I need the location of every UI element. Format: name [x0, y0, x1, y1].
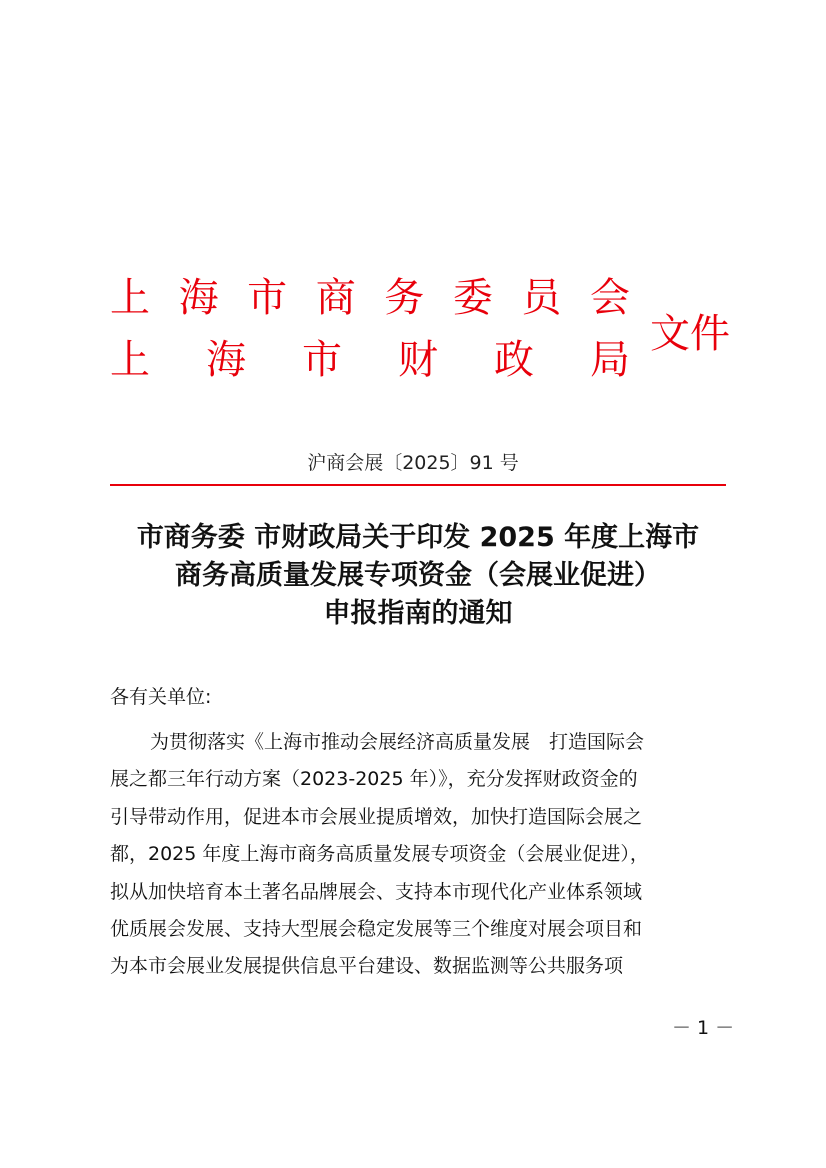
authority-char: 商 [315, 275, 356, 321]
authority-char: 员 [521, 275, 562, 321]
authority-char: 政 [494, 337, 534, 383]
red-divider-line [110, 484, 726, 486]
document-suffix: 文件 [650, 311, 730, 357]
authority-char: 委 [452, 275, 493, 321]
title-line-1: 市商务委 市财政局关于印发 2025 年度上海市 [136, 522, 700, 553]
authority-char: 市 [302, 337, 342, 383]
body-line: 为本市会展业发展提供信息平台建设、数据监测等公共服务项 [110, 955, 624, 978]
authority-char: 上 [110, 337, 150, 383]
title-line-3: 申报指南的通知 [323, 598, 513, 629]
body-line: 拟从加快培育本土著名品牌展会、支持本市现代化产业体系领域 [110, 880, 643, 903]
body-line: 都，2025 年度上海市商务高质量发展专项资金（会展业促进）， [110, 843, 649, 866]
issuer-finance-bureau [110, 336, 630, 384]
authority-char: 局 [590, 337, 630, 383]
authority-char: 会 [589, 275, 630, 321]
authority-char: 市 [247, 275, 288, 321]
document-title [100, 519, 736, 633]
authority-char: 海 [178, 275, 219, 321]
authority-char: 财 [398, 337, 438, 383]
page-number: － 1 － [672, 1017, 735, 1039]
body-line: 引导带动作用，促进本市会展业提质增效，加快打造国际会展之 [110, 805, 643, 828]
body-text [110, 724, 726, 986]
body-line: 展之都三年行动方案（2023-2025 年）》，充分发挥财政资金的 [110, 768, 638, 791]
body-line: 优质展会发展、支持大型展会稳定发展等三个维度对展会项目和 [110, 917, 643, 940]
body-line: 为贯彻落实《上海市推动会展经济高质量发展 打造国际会 [150, 731, 645, 753]
document-number: 沪商会展〔2025〕91 号 [307, 452, 519, 474]
salutation: 各有关单位: [110, 686, 212, 708]
authority-char: 上 [110, 275, 150, 321]
issuing-authority-header [110, 268, 730, 388]
issuer-commerce-commission [110, 274, 630, 322]
authority-char: 务 [384, 275, 425, 321]
authority-char: 海 [206, 337, 246, 383]
title-line-2: 商务高质量发展专项资金（会展业促进） [175, 560, 661, 591]
